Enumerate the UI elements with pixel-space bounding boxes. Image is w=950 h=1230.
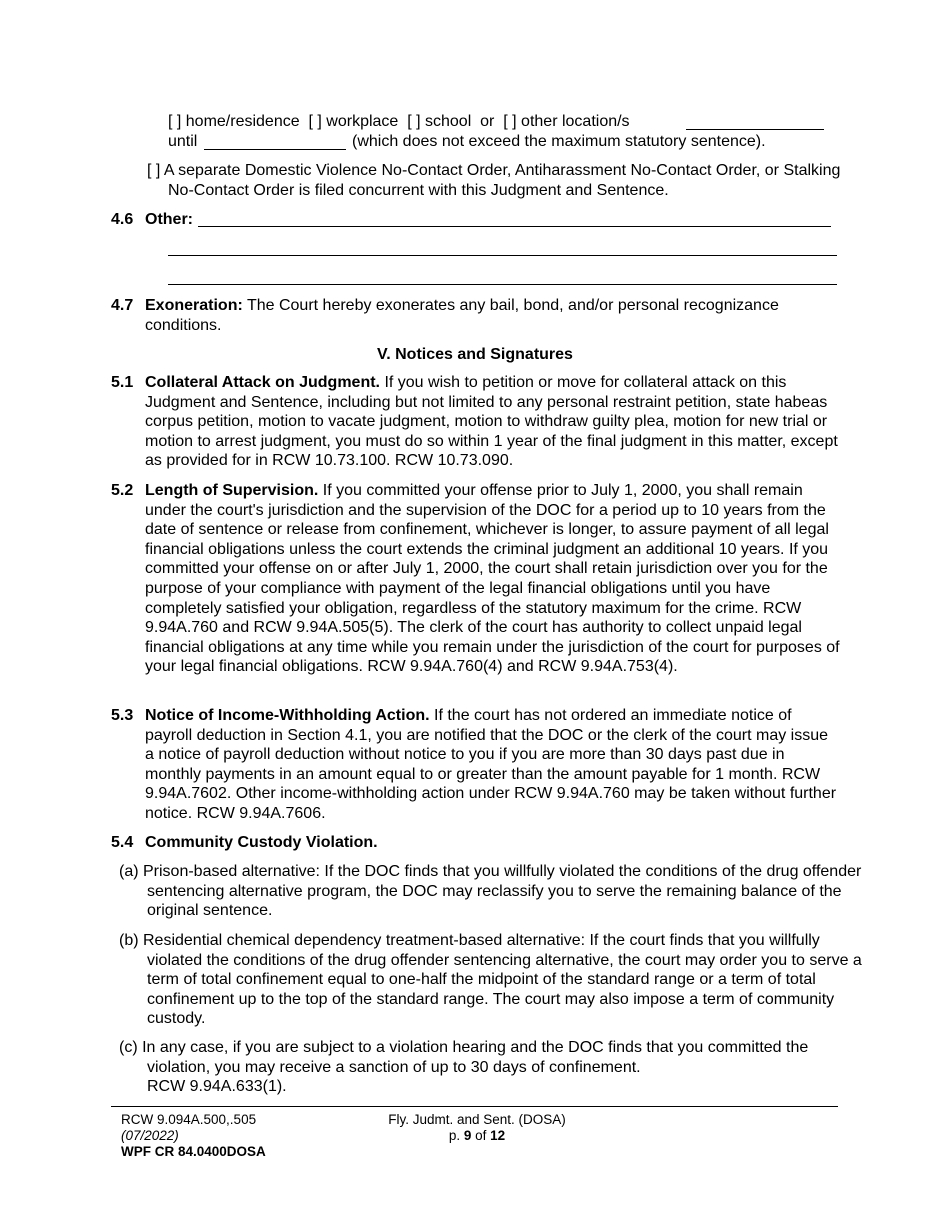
separate-order-checkbox[interactable]: [ ] A separate Domestic Violence No-Contact Order, Antiharassment No-Contact Order, or Stalking No-Contact Order is filed concurrent with this Judgment and Sentence. [147,162,841,199]
section-4-7 [111,296,841,335]
section-5-2 [111,481,841,677]
footer-rcw: RCW 9.094A.500,.505 [121,1112,257,1127]
until-label: until [168,133,198,150]
checkbox-workplace[interactable]: [ ] workplace [308,113,399,130]
other-blank-2[interactable] [168,255,837,256]
page-of: of [475,1128,487,1143]
section-text: If the court has not ordered an immediate notice of payroll deduction in Section 4.1, you are notified that the DOC or the clerk of the court may issue a notice of payroll deduction without notice to you if you are more than 30 days past due in monthly payments in an amount equal to or greater than the amount payable for 1 month. RCW 9.94A.7602. Other income-withholding action under RCW 9.94A.760 may be taken without further notice. RCW 9.94A.7606. [145,707,837,822]
checkbox-other-location[interactable]: [ ] other location/s [503,113,630,130]
section-number: 5.3 [111,707,134,724]
custody-item-c: (c) In any case, if you are subject to a violation hearing and the DOC finds that you committed the violation, you may receive a sanction of up to 30 days of confinement. [119,1039,809,1076]
page-prefix: p. [448,1128,461,1143]
checkbox-home-residence[interactable]: [ ] home/residence [168,113,300,130]
location-options-row [168,112,630,132]
section-text: If you committed your offense prior to July 1, 2000, you shall remain under the court's jurisdiction and the supervision of the DOC for a period up to 10 years from the date of sentence or release from confinement, whichever is longer, to assure payment of all legal financial obligations unless the court extends the criminal judgment an additional 10 years. If you committed your offense on or after July 1, 2000, the court shall retain jurisdiction over you for the purpose of your compliance with payment of the legal financial obligations until you have completely satisfied your obligation, regardless of the statutory maximum for the crime. RCW 9.94A.760 and RCW 9.94A.505(5). The clerk of the court has authority to collect unpaid legal financial obligations at any time while you remain under the jurisdiction of the court for purposes of your legal financial obligations. RCW 9.94A.760(4) and RCW 9.94A.753(4). [145,482,840,676]
footer-page-number [357,1128,597,1144]
section-title: Notice of Income-Withholding Action. [145,707,430,724]
section-text: If you wish to petition or move for collateral attack on this Judgment and Sentence, including but not limited to any personal restraint petition, state habeas corpus petition, motion to vacate judgment, motion to withdraw guilty plea, motion for new trial or motion to arrest judgment, you must do so within 1 year of the final judgment in this matter, except as provided for in RCW 10.73.100. RCW 10.73.090. [145,374,838,470]
section-number: 4.6 [111,211,134,228]
page-total: 12 [490,1128,506,1143]
section-v-heading: V. Notices and Signatures [377,346,573,363]
other-blank-1[interactable] [198,226,831,227]
other-location-blank[interactable] [686,129,824,130]
footer-date: (07/2022) [121,1128,179,1143]
section-number: 4.7 [111,297,134,314]
section-title: Length of Supervision. [145,482,319,499]
other-label: Other: [145,211,193,228]
other-blank-3[interactable] [168,284,837,285]
until-note: (which does not exceed the maximum statutory sentence). [352,133,766,150]
section-title: Collateral Attack on Judgment. [145,374,380,391]
or-label: or [480,113,495,130]
custody-item-c-citation: RCW 9.94A.633(1). [147,1078,287,1095]
section-5-1 [111,373,841,471]
footer-divider [111,1106,838,1107]
section-5-3 [111,706,841,824]
section-5-4 [111,833,841,853]
footer-left [121,1112,266,1160]
footer-doc-title: Fly. Judmt. and Sent. (DOSA) [388,1112,566,1127]
section-number: 5.1 [111,374,134,391]
section-text: The Court hereby exonerates any bail, bond, and/or personal recognizance conditions. [145,297,779,334]
custody-item-a: (a) Prison-based alternative: If the DOC finds that you willfully violated the conditions of the drug offender sentencing alternative program, the DOC may reclassify you to serve the remaining balance of the original sentence. [119,863,862,920]
section-title: Exoneration: [145,297,243,314]
checkbox-school[interactable]: [ ] school [407,113,472,130]
footer-form-number: WPF CR 84.0400DOSA [121,1144,266,1159]
page-current: 9 [463,1128,472,1143]
custody-item-b: (b) Residential chemical dependency treatment-based alternative: If the court finds that you willfully violated the conditions of the drug offender sentencing alternative, the court may order you to serve a term of total confinement equal to one-half the midpoint of the standard range or a term of total confinement up to the top of the standard range. The court may also impose a term of community custody. [119,932,862,1028]
section-number: 5.4 [111,834,134,851]
section-title: Community Custody Violation. [145,834,378,851]
until-date-blank[interactable] [204,149,346,150]
section-number: 5.2 [111,482,134,499]
footer-center [357,1112,597,1144]
